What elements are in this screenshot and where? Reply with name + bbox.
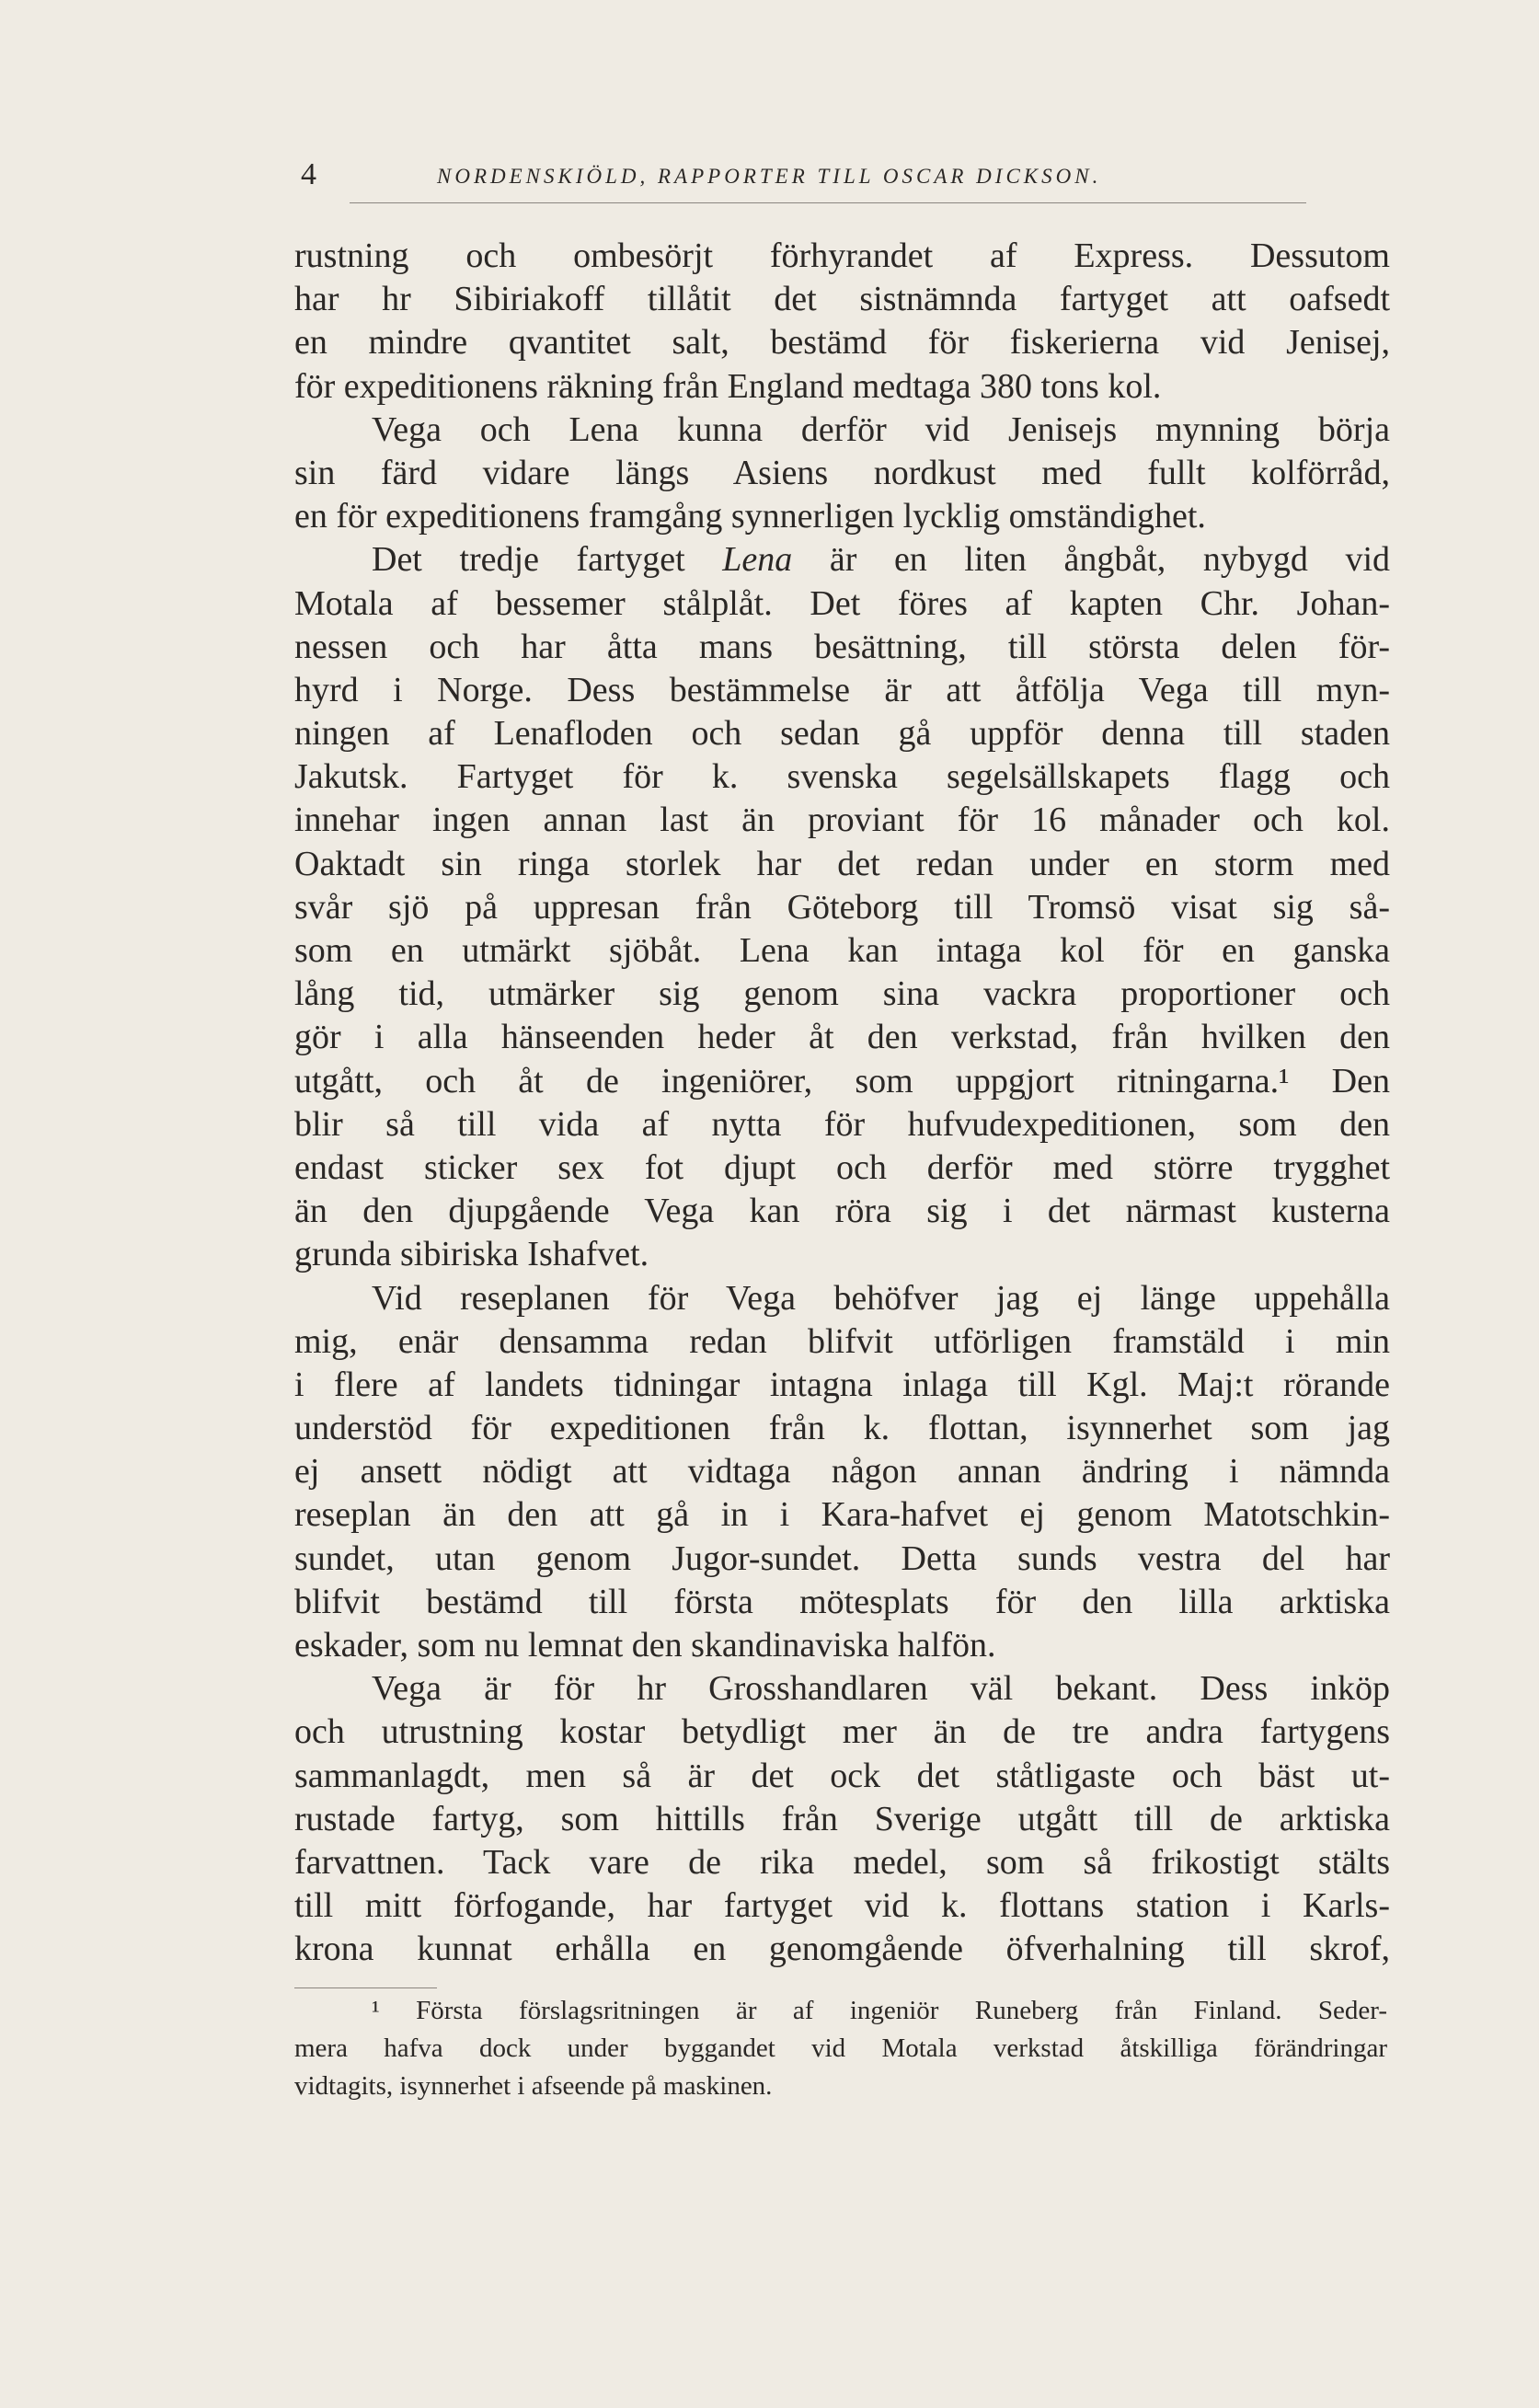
text-line: än den djupgående Vega kan röra sig i det närmast kusterna [294, 1192, 1390, 1231]
text-line: Oaktadt sin ringa storlek har det redan under en storm med [294, 844, 1390, 883]
footnote-line: ¹ Första förslagsritningen är af ingeniör Runeberg från Finland. Seder- [372, 1996, 1387, 2025]
page-number: 4 [301, 157, 316, 191]
text-line: Motala af bessemer stålplåt. Det föres af kapten Chr. Johan- [294, 583, 1390, 623]
text-line: i flere af landets tidningar intagna inlaga till Kgl. Maj:t rörande [294, 1365, 1390, 1404]
footnote-line: mera hafva dock under byggandet vid Motala verkstad åtskilliga förändringar [294, 2034, 1387, 2063]
footnote-rule [294, 1987, 437, 1988]
text-segment: Det tredje fartyget [372, 540, 685, 580]
paragraph-start-line: Vid reseplanen för Vega behöfver jag ej länge uppehålla [372, 1278, 1390, 1318]
text-line: nessen och har åtta mans besättning, till största delen för- [294, 627, 1390, 666]
text-line: rustning och ombesörjt förhyrandet af Express. Dessutom [294, 236, 1390, 275]
text-line: ningen af Lenafloden och sedan gå uppför denna till staden [294, 714, 1390, 754]
text-line: grunda sibiriska Ishafvet. [294, 1235, 649, 1274]
text-line: sin färd vidare längs Asiens nordkust med fullt kolförråd, [294, 453, 1390, 492]
text-line: har hr Sibiriakoff tillåtit det sistnämnda fartyget att oafsedt [294, 280, 1390, 319]
text-line: Jakutsk. Fartyget för k. svenska segelsällskapets flagg och [294, 757, 1390, 797]
text-line: blifvit bestämd till första mötesplats för den lilla arktiska [294, 1582, 1390, 1621]
text-line: utgått, och åt de ingeniörer, som uppgjort ritningarna.¹ Den [294, 1061, 1390, 1100]
text-line: sundet, utan genom Jugor-sundet. Detta sunds vestra del har [294, 1538, 1390, 1578]
text-line: innehar ingen annan last än proviant för 16 månader och kol. [294, 801, 1390, 840]
text-segment: är en liten ångbåt, nybygd vid [829, 540, 1390, 580]
running-title: NORDENSKIÖLD, RAPPORTER TILL OSCAR DICKSON. [437, 165, 1102, 188]
paragraph-start-line [294, 538, 1390, 582]
page-header [294, 156, 1380, 202]
body-text [294, 235, 1390, 1972]
text-line: till mitt förfogande, har fartyget vid k. flottans station i Karls- [294, 1886, 1390, 1926]
paragraph-start-line: Vega är för hr Grosshandlaren väl bekant. Dess inköp [372, 1669, 1390, 1709]
text-line: en mindre qvantitet salt, bestämd för fiskerierna vid Jenisej, [294, 323, 1390, 363]
text-line: farvattnen. Tack vare de rika medel, som så frikostigt stälts [294, 1842, 1390, 1882]
text-line: blir så till vida af nytta för hufvudexpeditionen, som den [294, 1104, 1390, 1144]
ship-name-lena: Lena [722, 540, 793, 580]
text-line: ej ansett nödigt att vidtaga någon annan ändring i nämnda [294, 1452, 1390, 1492]
text-line: hyrd i Norge. Dess bestämmelse är att åtfölja Vega till myn- [294, 670, 1390, 709]
text-line: krona kunnat erhålla en genomgående öfverhalning till skrof, [294, 1930, 1390, 1969]
text-line: understöd för expeditionen från k. flottan, isynnerhet som jag [294, 1409, 1390, 1448]
text-line: eskader, som nu lemnat den skandinaviska halfön. [294, 1626, 996, 1665]
text-line: en för expeditionens framgång synnerligen lycklig omständighet. [294, 497, 1206, 536]
paragraph-start-line: Vega och Lena kunna derför vid Jenisejs mynning börja [372, 409, 1390, 449]
text-line: för expeditionens räkning från England medtaga 380 tons kol. [294, 366, 1162, 406]
text-line: svår sjö på uppresan från Göteborg till Tromsö visat sig så- [294, 887, 1390, 927]
footnote-line: vidtagits, isynnerhet i afseende på maskinen. [294, 2071, 773, 2101]
text-line: som en utmärkt sjöbåt. Lena kan intaga kol för en ganska [294, 931, 1390, 970]
text-line: sammanlagdt, men så är det ock det ståtligaste och bäst ut- [294, 1756, 1390, 1795]
text-line: rustade fartyg, som hittills från Sverige utgått till de arktiska [294, 1799, 1390, 1838]
footnote [294, 1992, 1387, 2105]
text-line: gör i alla hänseenden heder åt den verkstad, från hvilken den [294, 1018, 1390, 1057]
text-line: endast sticker sex fot djupt och derför med större trygghet [294, 1147, 1390, 1187]
text-line: lång tid, utmärker sig genom sina vackra proportioner och [294, 974, 1390, 1014]
text-line: reseplan än den att gå in i Kara-hafvet ej genom Matotschkin- [294, 1495, 1390, 1535]
text-line: och utrustning kostar betydligt mer än de tre andra fartygens [294, 1712, 1390, 1752]
header-rule [350, 202, 1306, 203]
text-line: mig, enär densamma redan blifvit utförligen framstäld i min [294, 1321, 1390, 1361]
